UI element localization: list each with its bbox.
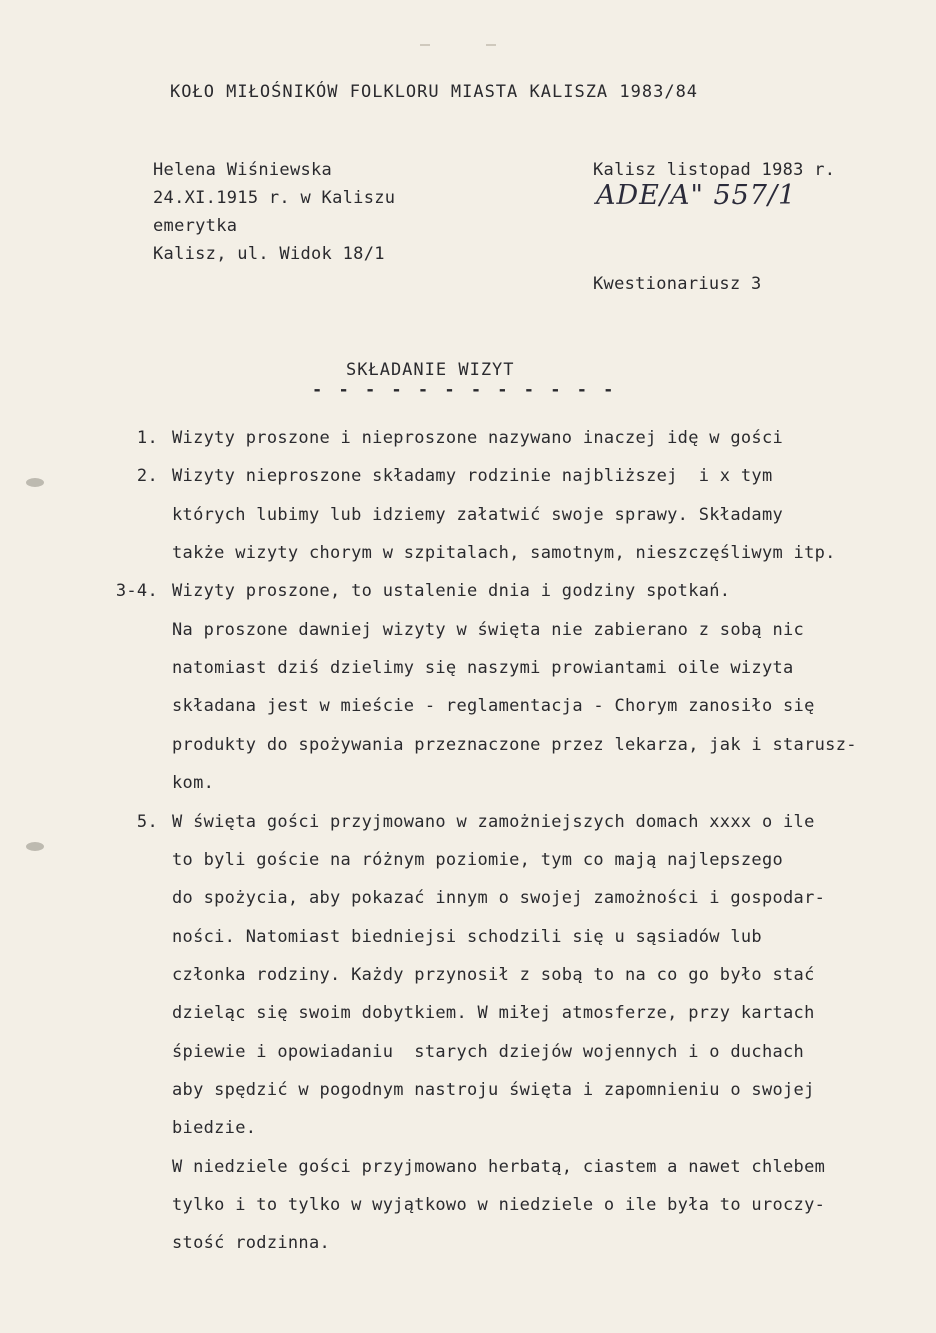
document-title: KOŁO MIŁOŚNIKÓW FOLKLORU MIASTA KALISZA 1983/84 [170,82,699,102]
item-text-line: członka rodziny. Każdy przynosił z sobą to na co go było stać [172,965,815,985]
item-text-line: Wizyty proszone i nieproszone nazywano inaczej idę w gości [172,428,784,448]
archive-mark-handwritten: ADE/A" 557/1 [596,180,797,211]
item-text-line: to byli goście na różnym poziomie, tym co mają najlepszego [172,850,784,870]
item-text-line: do spożycia, aby pokazać innym o swojej zamożności i gospodar- [172,888,826,908]
place-date: Kalisz listopad 1983 r. [593,160,836,180]
item-text-line: których lubimy lub idziemy załatwić swoje sprawy. Składamy [172,505,784,525]
questionnaire-label: Kwestionariusz 3 [593,274,762,294]
informant-birth: 24.XI.1915 r. w Kaliszu [153,188,396,208]
item-text-line: ności. Natomiast biedniejsi schodzili się u sąsiadów lub [172,927,762,947]
informant-status: emerytka [153,216,238,236]
item-text-line: także wizyty chorym w szpitalach, samotnym, nieszczęśliwym itp. [172,543,836,563]
item-text-line: tylko i to tylko w wyjątkowo w niedziele o ile była to uroczy- [172,1195,826,1215]
item-text-line: Na proszone dawniej wizyty w święta nie zabierano z sobą nic [172,620,805,640]
section-heading: SKŁADANIE WIZYT [346,360,515,380]
item-text-line: natomiast dziś dzielimy się naszymi prowiantami oile wizyta [172,658,794,678]
paper-mark [420,44,430,46]
item-text-line: Wizyty proszone, to ustalenie dnia i godziny spotkań. [172,581,731,601]
informant-name: Helena Wiśniewska [153,160,333,180]
item-text-line: składana jest w mieście - reglamentacja - Chorym zanosiło się [172,696,815,716]
item-number: 2. [136,466,158,486]
punch-hole-mark [26,842,44,851]
item-text-line: stość rodzinna. [172,1233,331,1253]
heading-underline: - - - - - - - - - - - - [312,380,617,400]
item-text-line: dzieląc się swoim dobytkiem. W miłej atmosferze, przy kartach [172,1003,815,1023]
item-text-line: Wizyty nieproszone składamy rodzinie najbliższej i x tym [172,466,773,486]
item-text-line: produkty do spożywania przeznaczone przez lekarza, jak i starusz- [172,735,857,755]
informant-address: Kalisz, ul. Widok 18/1 [153,244,385,264]
punch-hole-mark [26,478,44,487]
item-text-line: aby spędzić w pogodnym nastroju święta i zapomnieniu o swojej [172,1080,815,1100]
item-text-line: biedzie. [172,1118,257,1138]
item-number: 1. [136,428,158,448]
item-text-line: kom. [172,773,215,793]
item-number: 3-4. [115,581,158,601]
item-text-line: śpiewie i opowiadaniu starych dziejów wojennych i o duchach [172,1042,805,1062]
item-text-line: W niedziele gości przyjmowano herbatą, ciastem a nawet chlebem [172,1157,826,1177]
paper-mark [486,44,496,46]
item-number: 5. [136,812,158,832]
item-text-line: W święta gości przyjmowano w zamożniejszych domach xxxx o ile [172,812,815,832]
